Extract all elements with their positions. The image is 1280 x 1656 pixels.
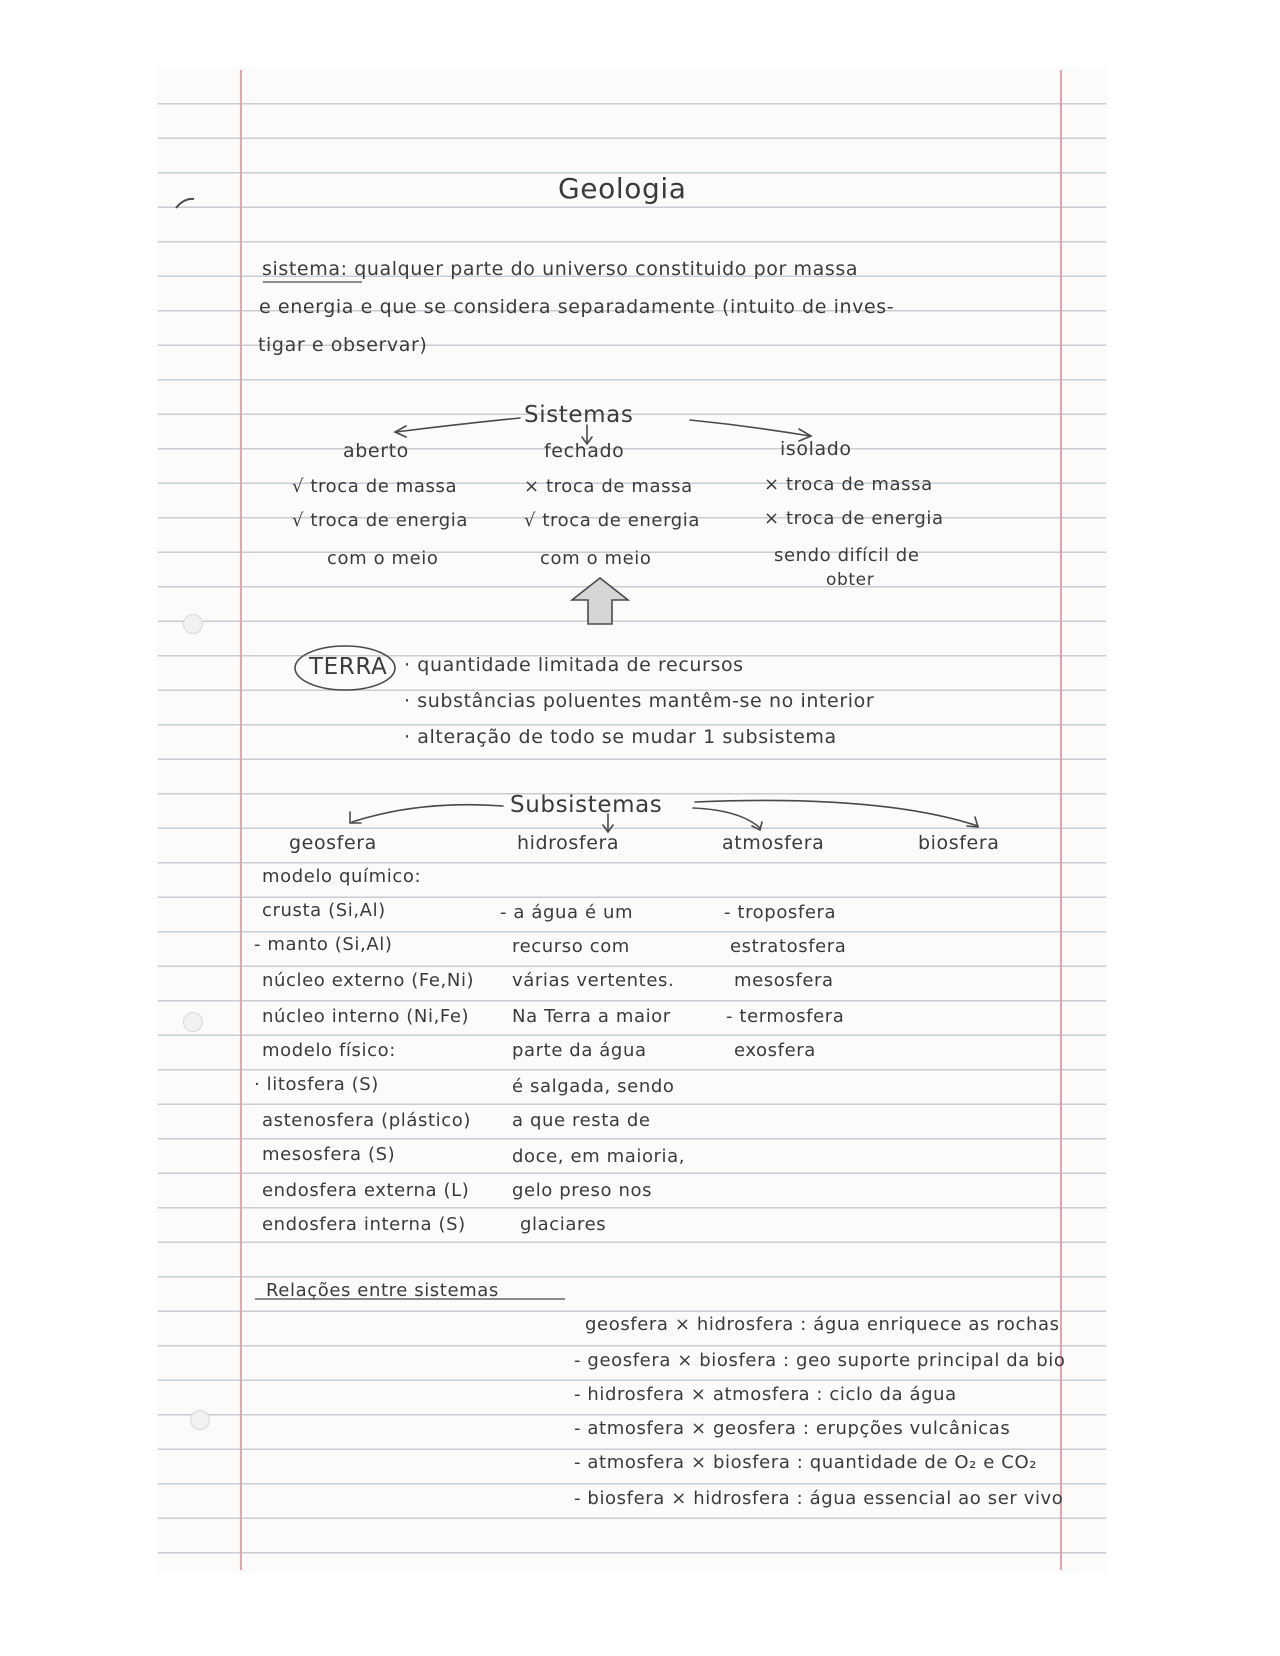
subsistema-biosfera-name: biosfera	[918, 832, 1000, 854]
subsistemas-heading: Subsistemas	[510, 792, 663, 818]
sistema-isolado-line: × troca de massa	[764, 474, 933, 495]
hidrosfera-line: - a água é um	[500, 902, 634, 923]
hidrosfera-line: Na Terra a maior	[512, 1006, 671, 1027]
sistema-aberto-line: √ troca de massa	[292, 476, 458, 497]
sistemas-heading: Sistemas	[524, 402, 634, 428]
hidrosfera-line: a que resta de	[512, 1110, 651, 1131]
geosfera-line: modelo químico:	[262, 866, 422, 887]
sistema-isolado-line: × troca de energia	[764, 508, 944, 529]
sistema-aberto-line: √ troca de energia	[292, 510, 469, 531]
subsistema-geosfera-name: geosfera	[289, 832, 377, 854]
subsistema-atmosfera-name: atmosfera	[722, 832, 825, 854]
geosfera-line: endosfera externa (L)	[262, 1180, 470, 1201]
terra-item: · quantidade limitada de recursos	[404, 654, 744, 676]
page-title: Geologia	[558, 172, 687, 205]
relacoes-heading: Relações entre sistemas	[266, 1280, 499, 1301]
terra-item: · substâncias poluentes mantêm-se no interior	[404, 690, 875, 712]
hidrosfera-line: é salgada, sendo	[512, 1076, 675, 1097]
subsistema-hidrosfera-name: hidrosfera	[517, 832, 620, 854]
sistema-aberto-name: aberto	[343, 440, 409, 462]
geosfera-line: núcleo interno (Ni,Fe)	[262, 1006, 470, 1027]
geosfera-line: endosfera interna (S)	[262, 1214, 466, 1235]
sistema-isolado-line: sendo difícil de	[774, 545, 920, 566]
relacao-item: - geosfera × biosfera : geo suporte principal da bio	[574, 1350, 1066, 1371]
sistema-aberto-line: com o meio	[327, 548, 439, 569]
relacao-item: - biosfera × hidrosfera : água essencial ao ser vivo	[574, 1488, 1064, 1509]
relacao-item: - atmosfera × geosfera : erupções vulcânicas	[574, 1418, 1011, 1439]
geosfera-line: crusta (Si,Al)	[262, 900, 386, 921]
atmosfera-line: estratosfera	[730, 936, 847, 957]
geosfera-line: modelo físico:	[262, 1040, 396, 1061]
sistema-isolado-name: isolado	[780, 438, 852, 460]
hidrosfera-line: várias vertentes.	[512, 970, 675, 991]
relacao-item: geosfera × hidrosfera : água enriquece as rochas	[585, 1314, 1060, 1335]
geosfera-line: mesosfera (S)	[262, 1144, 396, 1165]
atmosfera-line: - termosfera	[726, 1006, 845, 1027]
atmosfera-line: - troposfera	[724, 902, 837, 923]
terra-label: TERRA	[309, 654, 388, 680]
geosfera-line: · litosfera (S)	[254, 1074, 379, 1095]
sistema-fechado-line: √ troca de energia	[524, 510, 701, 531]
relacao-item: - atmosfera × biosfera : quantidade de O₂ e CO₂	[574, 1452, 1038, 1473]
geosfera-line: núcleo externo (Fe,Ni)	[262, 970, 475, 991]
hidrosfera-line: doce, em maioria,	[512, 1146, 686, 1167]
terra-item: · alteração de todo se mudar 1 subsistema	[404, 726, 837, 748]
sistema-fechado-line: × troca de massa	[524, 476, 693, 497]
definition-line-3: tigar e observar)	[258, 334, 428, 356]
definition-line-1: sistema: qualquer parte do universo constituido por massa	[262, 258, 859, 280]
relacao-item: - hidrosfera × atmosfera : ciclo da água	[574, 1384, 957, 1405]
up-arrow-icon	[572, 578, 628, 624]
definition-line-2: e energia e que se considera separadamente (intuito de inves-	[259, 296, 895, 318]
sistema-fechado-line: com o meio	[540, 548, 652, 569]
hidrosfera-line: parte da água	[512, 1040, 647, 1061]
hidrosfera-line: recurso com	[512, 936, 630, 957]
sistema-isolado-line: obter	[826, 570, 875, 590]
geosfera-line: astenosfera (plástico)	[262, 1110, 471, 1131]
hidrosfera-line: gelo preso nos	[512, 1180, 653, 1201]
hidrosfera-line: glaciares	[520, 1214, 607, 1235]
geosfera-line: - manto (Si,Al)	[254, 934, 393, 955]
atmosfera-line: exosfera	[734, 1040, 816, 1061]
atmosfera-line: mesosfera	[734, 970, 834, 991]
sistema-fechado-name: fechado	[544, 440, 625, 462]
